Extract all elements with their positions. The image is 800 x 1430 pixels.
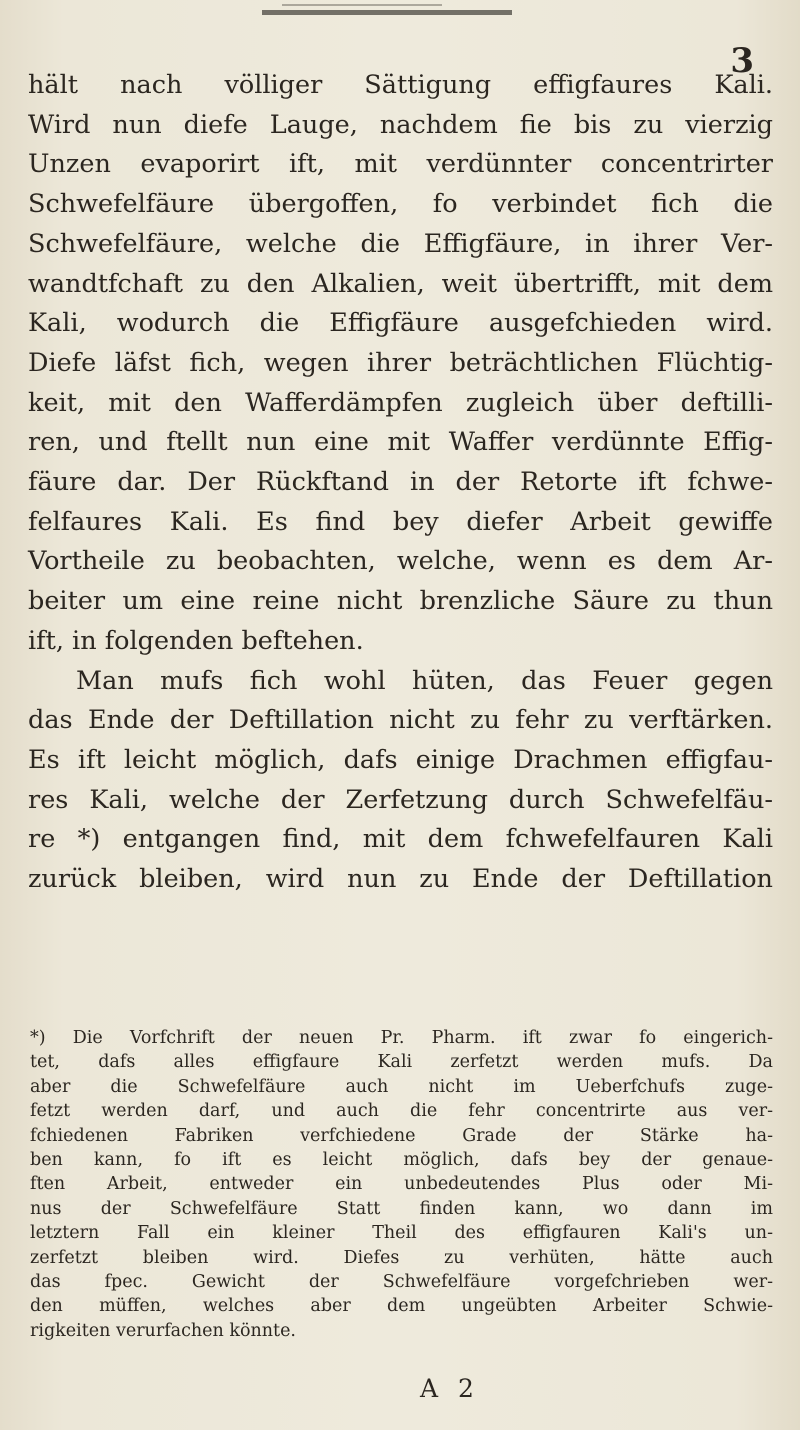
text-line: Kali, wodurch die Effigfäure ausgefchieden wird. [28,308,773,339]
footnote [30,1026,773,1343]
text-line: felfaures Kali. Es find bey diefer Arbeit gewiffe [28,506,773,537]
text-line: zurück bleiben, wird nun zu Ende der Deftillation [28,864,773,895]
footnote-line: tet, dafs alles effigfaure Kali zerfetzt werden mufs. Da [30,1052,773,1073]
text-line: keit, mit den Wafferdämpfen zugleich über deftilli- [28,387,773,418]
text-line: hält nach völliger Sättigung effigfaures Kali. [28,70,773,100]
text-line: ren, und ftellt nun eine mit Waffer verdünnte Effig- [28,427,773,458]
footnote-line: zerfetzt bleiben wird. Diefes zu verhüten, hätte auch [30,1247,773,1268]
footnote-line: ben kann, fo ift es leicht möglich, dafs bey der genaue- [30,1150,773,1171]
footnote-line: letztern Fall ein kleiner Theil des effigfauren Kali's un- [30,1223,773,1244]
footnote-line: fetzt werden darf, und auch die fehr concentrirte aus ver- [30,1101,773,1122]
text-line: Wird nun diefe Lauge, nachdem fie bis zu vierzig [28,109,773,140]
text-line: beiter um eine reine nicht brenzliche Säure zu thun [28,586,773,617]
footnote-line: rigkeiten verurfachen könnte. [30,1320,296,1341]
text-line: Schwefelfäure übergoffen, fo verbindet fich die [28,189,773,220]
footnote-line: fchiedenen Fabriken verfchiedene Grade der Stärke ha- [30,1125,773,1146]
text-line: das Ende der Deftillation nicht zu fehr zu verftärken. [28,705,773,736]
text-line: Unzen evaporirt ift, mit verdünnter concentrirter [28,149,773,180]
footnote-line: *) Die Vorfchrift der neuen Pr. Pharm. ift zwar fo eingerich- [30,1028,773,1048]
main-text [28,66,773,900]
top-rule [262,10,512,15]
footnote-line: den müffen, welches aber dem ungeübten Arbeiter Schwie- [30,1296,773,1317]
text-line: Vortheile zu beobachten, welche, wenn es dem Ar- [28,546,773,577]
text-line: fäure dar. Der Rückftand in der Retorte ift fchwe- [28,467,773,498]
footnote-line: nus der Schwefelfäure Statt finden kann, wo dann im [30,1198,773,1219]
signature-mark: A 2 [420,1374,480,1403]
text-line: re *) entgangen find, mit dem fchwefelfauren Kali [28,824,773,855]
footnote-line: ften Arbeit, entweder ein unbedeutendes Plus oder Mi- [30,1174,773,1195]
footnote-line: das fpec. Gewicht der Schwefelfäure vorgefchrieben wer- [30,1272,773,1293]
text-line: res Kali, welche der Zerfetzung durch Schwefelfäu- [28,784,773,815]
text-line: Schwefelfäure, welche die Effigfäure, in ihrer Ver- [28,228,773,259]
text-line: Man mufs fich wohl hüten, das Feuer gegen [76,665,773,696]
text-line: wandtfchaft zu den Alkalien, weit übertrifft, mit dem [28,268,773,299]
page-number: 3 [730,41,754,81]
text-line: ift, in folgenden beftehen. [28,625,364,656]
footnote-line: aber die Schwefelfäure auch nicht im Ueberfchufs zuge- [30,1076,773,1097]
top-rule-thin [282,4,442,6]
text-line: Es ift leicht möglich, dafs einige Drachmen effigfau- [28,744,773,775]
text-line: Diefe läfst fich, wegen ihrer beträchtlichen Flüchtig- [28,347,773,378]
